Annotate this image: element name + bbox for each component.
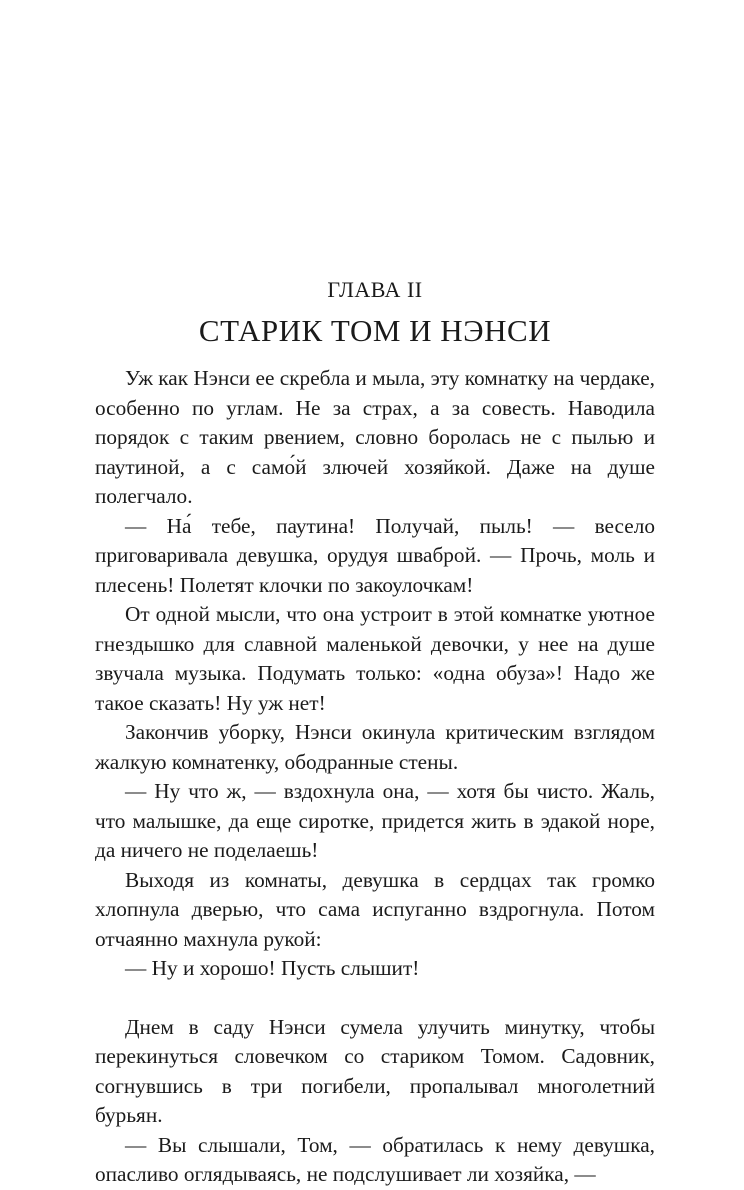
chapter-title: СТАРИК ТОМ И НЭНСИ xyxy=(198,313,552,348)
paragraph: Закончив уборку, Нэнси окинула критическим взглядом жалкую комнатенку, ободранные стены. xyxy=(95,720,655,774)
paragraph: Днем в саду Нэнси сумела улучить минутку, чтобы перекинуться словечком со стариком Томом. Садовник, согнувшись в три погибели, пропалывал многолетний бурьян. xyxy=(95,1014,655,1127)
paragraph: Уж как Нэнси ее скребла и мыла, эту комнатку на чердаке, особенно по углам. Не за страх, а за совесть. Наводила порядок с таким рвением, словно боролась не с пылью и паутиной, а с само́й злючей хозяйкой. Даже на душе полегчало. xyxy=(95,366,655,508)
body-text xyxy=(95,364,655,1190)
paragraph: Выходя из комнаты, девушка в сердцах так громко хлопнула дверью, что сама испуганно вздрогнула. Потом отчаянно махнула рукой: xyxy=(95,867,655,951)
paragraph: — Ну и хорошо! Пусть слышит! xyxy=(125,956,420,980)
paragraph: От одной мысли, что она устроит в этой комнатке уютное гнездышко для славной маленькой девочки, у нее на душе звучала музыка. Подумать только: «одна обуза»! Надо же такое сказать! Ну уж нет! xyxy=(95,602,655,715)
book-page xyxy=(95,0,655,1186)
paragraph: — На́ тебе, паутина! Получай, пыль! — весело приговаривала девушка, орудуя шваброй. — Прочь, моль и плесень! Полетят клочки по закоулочкам! xyxy=(95,513,655,597)
paragraph: — Ну что ж, — вздохнула она, — хотя бы чисто. Жаль, что малышке, да еще сиротке, придется жить в эдакой норе, да ничего не поделаешь! xyxy=(95,779,655,862)
chapter-number: ГЛАВА II xyxy=(327,277,423,302)
paragraph: — Вы слышали, Том, — обратилась к нему девушка, опасливо оглядываясь, не подслушивает ли хозяйка, — xyxy=(95,1132,655,1186)
section-break xyxy=(95,984,655,1013)
